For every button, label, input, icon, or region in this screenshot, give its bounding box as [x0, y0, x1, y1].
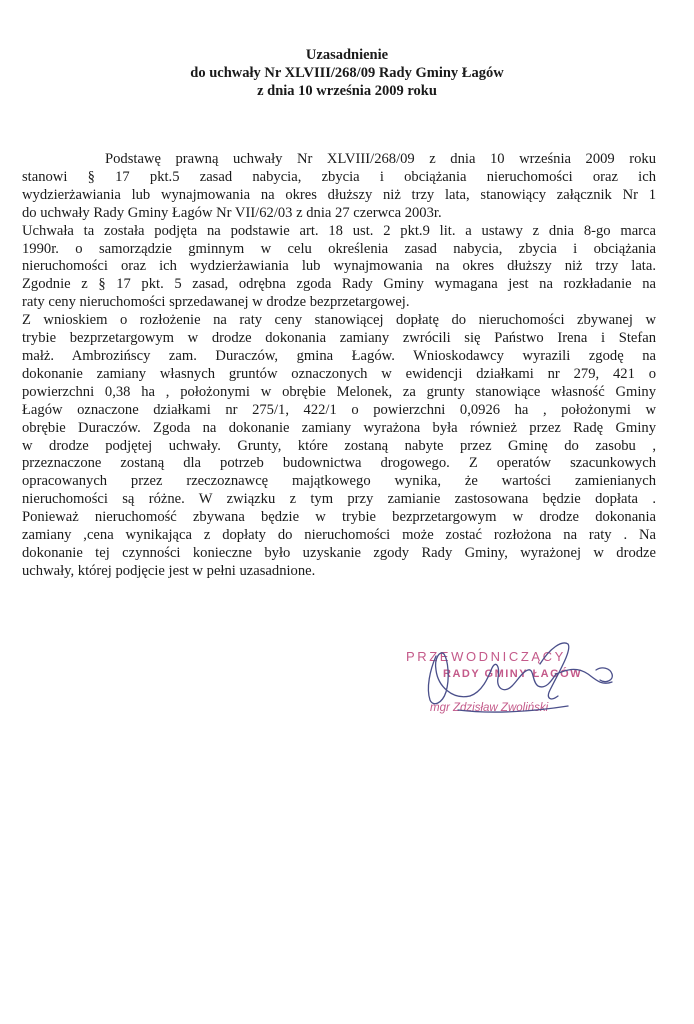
header-title: Uzasadnienie: [305, 47, 389, 63]
body-line: Uchwała ta została podjęta na podstawie art. 18 ust. 2 pkt.9 lit. a ustawy z dnia 8-go marca: [22, 222, 656, 239]
handwritten-signature: [400, 630, 660, 730]
body-line: przeznaczone zostaną dla potrzeb budownictwa drogowego. Z operatów szacunkowych: [22, 455, 656, 472]
body-line: Ponieważ nieruchomość zbywana będzie w trybie bezprzetargowym w drodze dokonania: [22, 509, 656, 526]
header-date: z dnia 10 września 2009 roku: [257, 83, 437, 99]
body-line: Podstawę prawną uchwały Nr XLVIII/268/09 z dnia 10 września 2009 roku: [105, 151, 656, 167]
body-line: w drodze podjętej uchwały. Grunty, które zostaną nabyte przez Gminę do zasobu ,: [22, 437, 656, 454]
body-line: powierzchni 0,38 ha , położonymi w obrębie Melonek, za grunty stanowiące własność Gminy: [22, 383, 656, 400]
body-line: Łagów oznaczone działkami nr 275/1, 422/1 o powierzchni 0,0926 ha , położonymi w: [22, 401, 656, 418]
body-line: stanowi § 17 pkt.5 zasad nabycia, zbycia i obciążania nieruchomości oraz ich: [22, 168, 656, 185]
body-line: Z wnioskiem o rozłożenie na raty ceny stanowiącej dopłatę do nieruchomości zbywanej w: [22, 312, 656, 329]
body-line: opracowanych przez rzeczoznawcę majątkowego wynika, że wartości zamienianych: [22, 473, 656, 490]
stamp-title: PRZEWODNICZĄCY: [406, 649, 566, 664]
body-line: wydzierżawiania lub wynajmowania na okres dłuższy niż trzy lata, stanowiący załącznik Nr 1: [22, 186, 656, 203]
body-line: raty ceny nieruchomości sprzedawanej w drodze bezprzetargowej.: [22, 294, 410, 311]
body-line: 1990r. o samorządzie gminnym w celu określenia zasad nabycia, zbycia i obciążania: [22, 240, 656, 257]
body-line: dokonanie tej czynności konieczne było uzyskanie zgody Rady Gminy, wyrażonej w drodze: [22, 544, 656, 561]
body-line: obrębie Duraczów. Zgoda na dokonanie zamiany wyrażona była również przez Radę Gminy: [22, 419, 656, 436]
stamp-council: RADY GMINY ŁAGÓW: [443, 668, 583, 680]
body-line: nieruchomości oraz ich wydzierżawiania lub wynajmowania na okres dłuższy niż trzy lata.: [22, 258, 656, 275]
body-line: nieruchomości są różne. W związku z tym przy zamianie zastosowana będzie dopłata .: [22, 491, 656, 508]
body-line: zamiany ,cena wynikająca z dopłaty do nieruchomości może zostać rozłożona na raty . Na: [22, 527, 656, 544]
body-line: małż. Ambrozińscy zam. Duraczów, gmina Łagów. Wnioskodawcy wyrazili zgodę na: [22, 347, 656, 364]
header-resolution-number: do uchwały Nr XLVIII/268/09 Rady Gminy Łagów: [190, 65, 504, 81]
body-line: dokonanie zamiany własnych gruntów oznaczonych w ewidencji działkami nr 279, 421 o: [22, 365, 656, 382]
stamp-signatory: mgr Zdzisław Zwoliński: [430, 702, 549, 714]
document-header: [0, 46, 694, 100]
body-line: trybie bezprzetargowym w drodze dokonania zamiany zwrócili się Państwo Irena i Stefan: [22, 330, 656, 347]
document-body: [22, 151, 656, 581]
body-line: do uchwały Rady Gminy Łagów Nr VII/62/03 z dnia 27 czerwca 2003r.: [22, 204, 442, 221]
body-line: Zgodnie z § 17 pkt. 5 zasad, odrębna zgoda Rady Gminy wymagana jest na rozkładanie na: [22, 276, 656, 293]
body-line: uchwały, której podjęcie jest w pełni uzasadnione.: [22, 562, 316, 579]
